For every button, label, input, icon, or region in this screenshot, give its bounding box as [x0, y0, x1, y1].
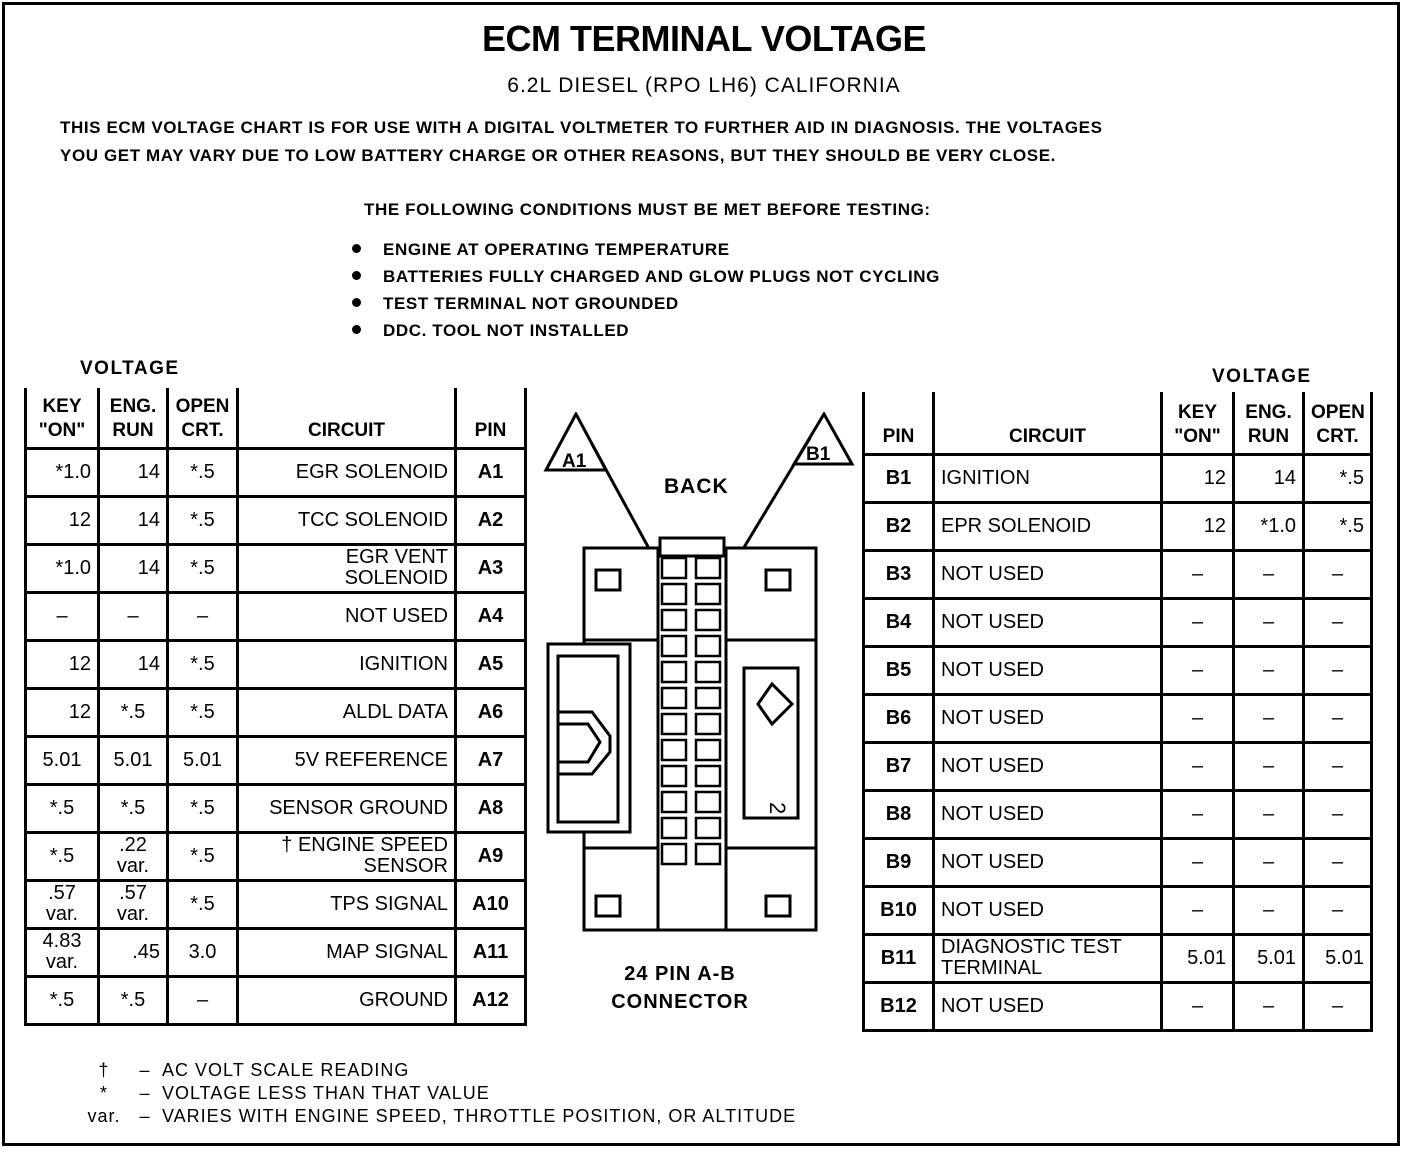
bullet-icon — [352, 325, 361, 334]
header-key-on: KEY "ON" — [1162, 392, 1234, 454]
condition-item: ENGINE AT OPERATING TEMPERATURE — [352, 240, 730, 260]
intro-line-1: THIS ECM VOLTAGE CHART IS FOR USE WITH A DIGITAL VOLTMETER TO FURTHER AID IN DIAGNOSIS. THE VOLTAGES — [60, 118, 1103, 137]
table-row: 5.01 5.01 5.01 5V REFERENCE A7 — [26, 736, 526, 784]
condition-item: BATTERIES FULLY CHARGED AND GLOW PLUGS NOT CYCLING — [352, 267, 940, 287]
header-pin: PIN — [864, 392, 934, 454]
a1-callout — [546, 414, 652, 554]
table-row: *.5 *.5 *.5 SENSOR GROUND A8 — [26, 784, 526, 832]
table-row: B4 NOT USED – – – — [864, 598, 1372, 646]
table-row: 12 *.5 *.5 ALDL DATA A6 — [26, 688, 526, 736]
b1-label: B1 — [806, 444, 831, 465]
back-label: BACK — [664, 475, 729, 498]
table-row: B3 NOT USED – – – — [864, 550, 1372, 598]
bullet-icon — [352, 244, 361, 253]
table-row: – – – NOT USED A4 — [26, 592, 526, 640]
header-pin: PIN — [456, 388, 526, 448]
table-row: *.5 *.5 – GROUND A12 — [26, 976, 526, 1024]
table-row: 12 14 *.5 TCC SOLENOID A2 — [26, 496, 526, 544]
right-voltage-heading: VOLTAGE — [1212, 366, 1312, 387]
condition-item: DDC. TOOL NOT INSTALLED — [352, 321, 629, 341]
table-row: B5 NOT USED – – – — [864, 646, 1372, 694]
table-row: B7 NOT USED – – – — [864, 742, 1372, 790]
header-open-crt: OPEN CRT. — [1304, 392, 1372, 454]
a1-label: A1 — [562, 451, 587, 472]
table-row: *1.0 14 *.5 EGR VENT SOLENOID A3 — [26, 544, 526, 592]
table-row: *.5 .22 var. *.5 † ENGINE SPEED SENSOR A9 — [26, 832, 526, 880]
header-circuit: CIRCUIT — [934, 392, 1162, 454]
table-row: B10 NOT USED – – – — [864, 886, 1372, 934]
table-row: B1 IGNITION 12 14 *.5 — [864, 454, 1372, 502]
bullet-icon — [352, 271, 361, 280]
header-eng-run: ENG. RUN — [99, 388, 168, 448]
table-row: B11 DIAGNOSTIC TEST TERMINAL 5.01 5.01 5.01 — [864, 934, 1372, 982]
table-row: B2 EPR SOLENOID 12 *1.0 *.5 — [864, 502, 1372, 550]
table-row: B12 NOT USED – – – — [864, 982, 1372, 1030]
header-circuit: CIRCUIT — [238, 388, 456, 448]
legend-item: * – VOLTAGE LESS THAN THAT VALUE — [99, 1083, 490, 1103]
b1-callout — [740, 414, 852, 554]
header-key-on: KEY "ON" — [26, 388, 99, 448]
table-row: 12 14 *.5 IGNITION A5 — [26, 640, 526, 688]
left-pin-table — [24, 388, 527, 1026]
left-voltage-heading: VOLTAGE — [80, 358, 180, 379]
table-row: B8 NOT USED – – – — [864, 790, 1372, 838]
table-row: *1.0 14 *.5 EGR SOLENOID A1 — [26, 448, 526, 496]
condition-item: TEST TERMINAL NOT GROUNDED — [352, 294, 679, 314]
table-row: .57 var. .57 var. *.5 TPS SIGNAL A10 — [26, 880, 526, 928]
legend-item: var. – VARIES WITH ENGINE SPEED, THROTTLE POSITION, OR ALTITUDE — [87, 1106, 797, 1126]
page-title: ECM TERMINAL VOLTAGE — [482, 18, 926, 59]
intro-line-2: YOU GET MAY VARY DUE TO LOW BATTERY CHARGE OR OTHER REASONS, BUT THEY SHOULD BE VERY CLOSE. — [60, 146, 1057, 165]
table-row: B9 NOT USED – – – — [864, 838, 1372, 886]
table-row: 4.83 var. .45 3.0 MAP SIGNAL A11 — [26, 928, 526, 976]
connector-caption: 24 PIN A-B CONNECTOR — [611, 963, 749, 1013]
conditions-heading: THE FOLLOWING CONDITIONS MUST BE MET BEFORE TESTING: — [364, 200, 931, 219]
svg-text:2: 2 — [765, 802, 790, 815]
page-subtitle: 6.2L DIESEL (RPO LH6) CALIFORNIA — [507, 74, 901, 97]
table-row: B6 NOT USED – – – — [864, 694, 1372, 742]
header-eng-run: ENG. RUN — [1234, 392, 1304, 454]
header-open-crt: OPEN CRT. — [168, 388, 238, 448]
right-pin-table — [862, 392, 1373, 1032]
legend-item: † – AC VOLT SCALE READING — [98, 1060, 410, 1080]
bullet-icon — [352, 298, 361, 307]
